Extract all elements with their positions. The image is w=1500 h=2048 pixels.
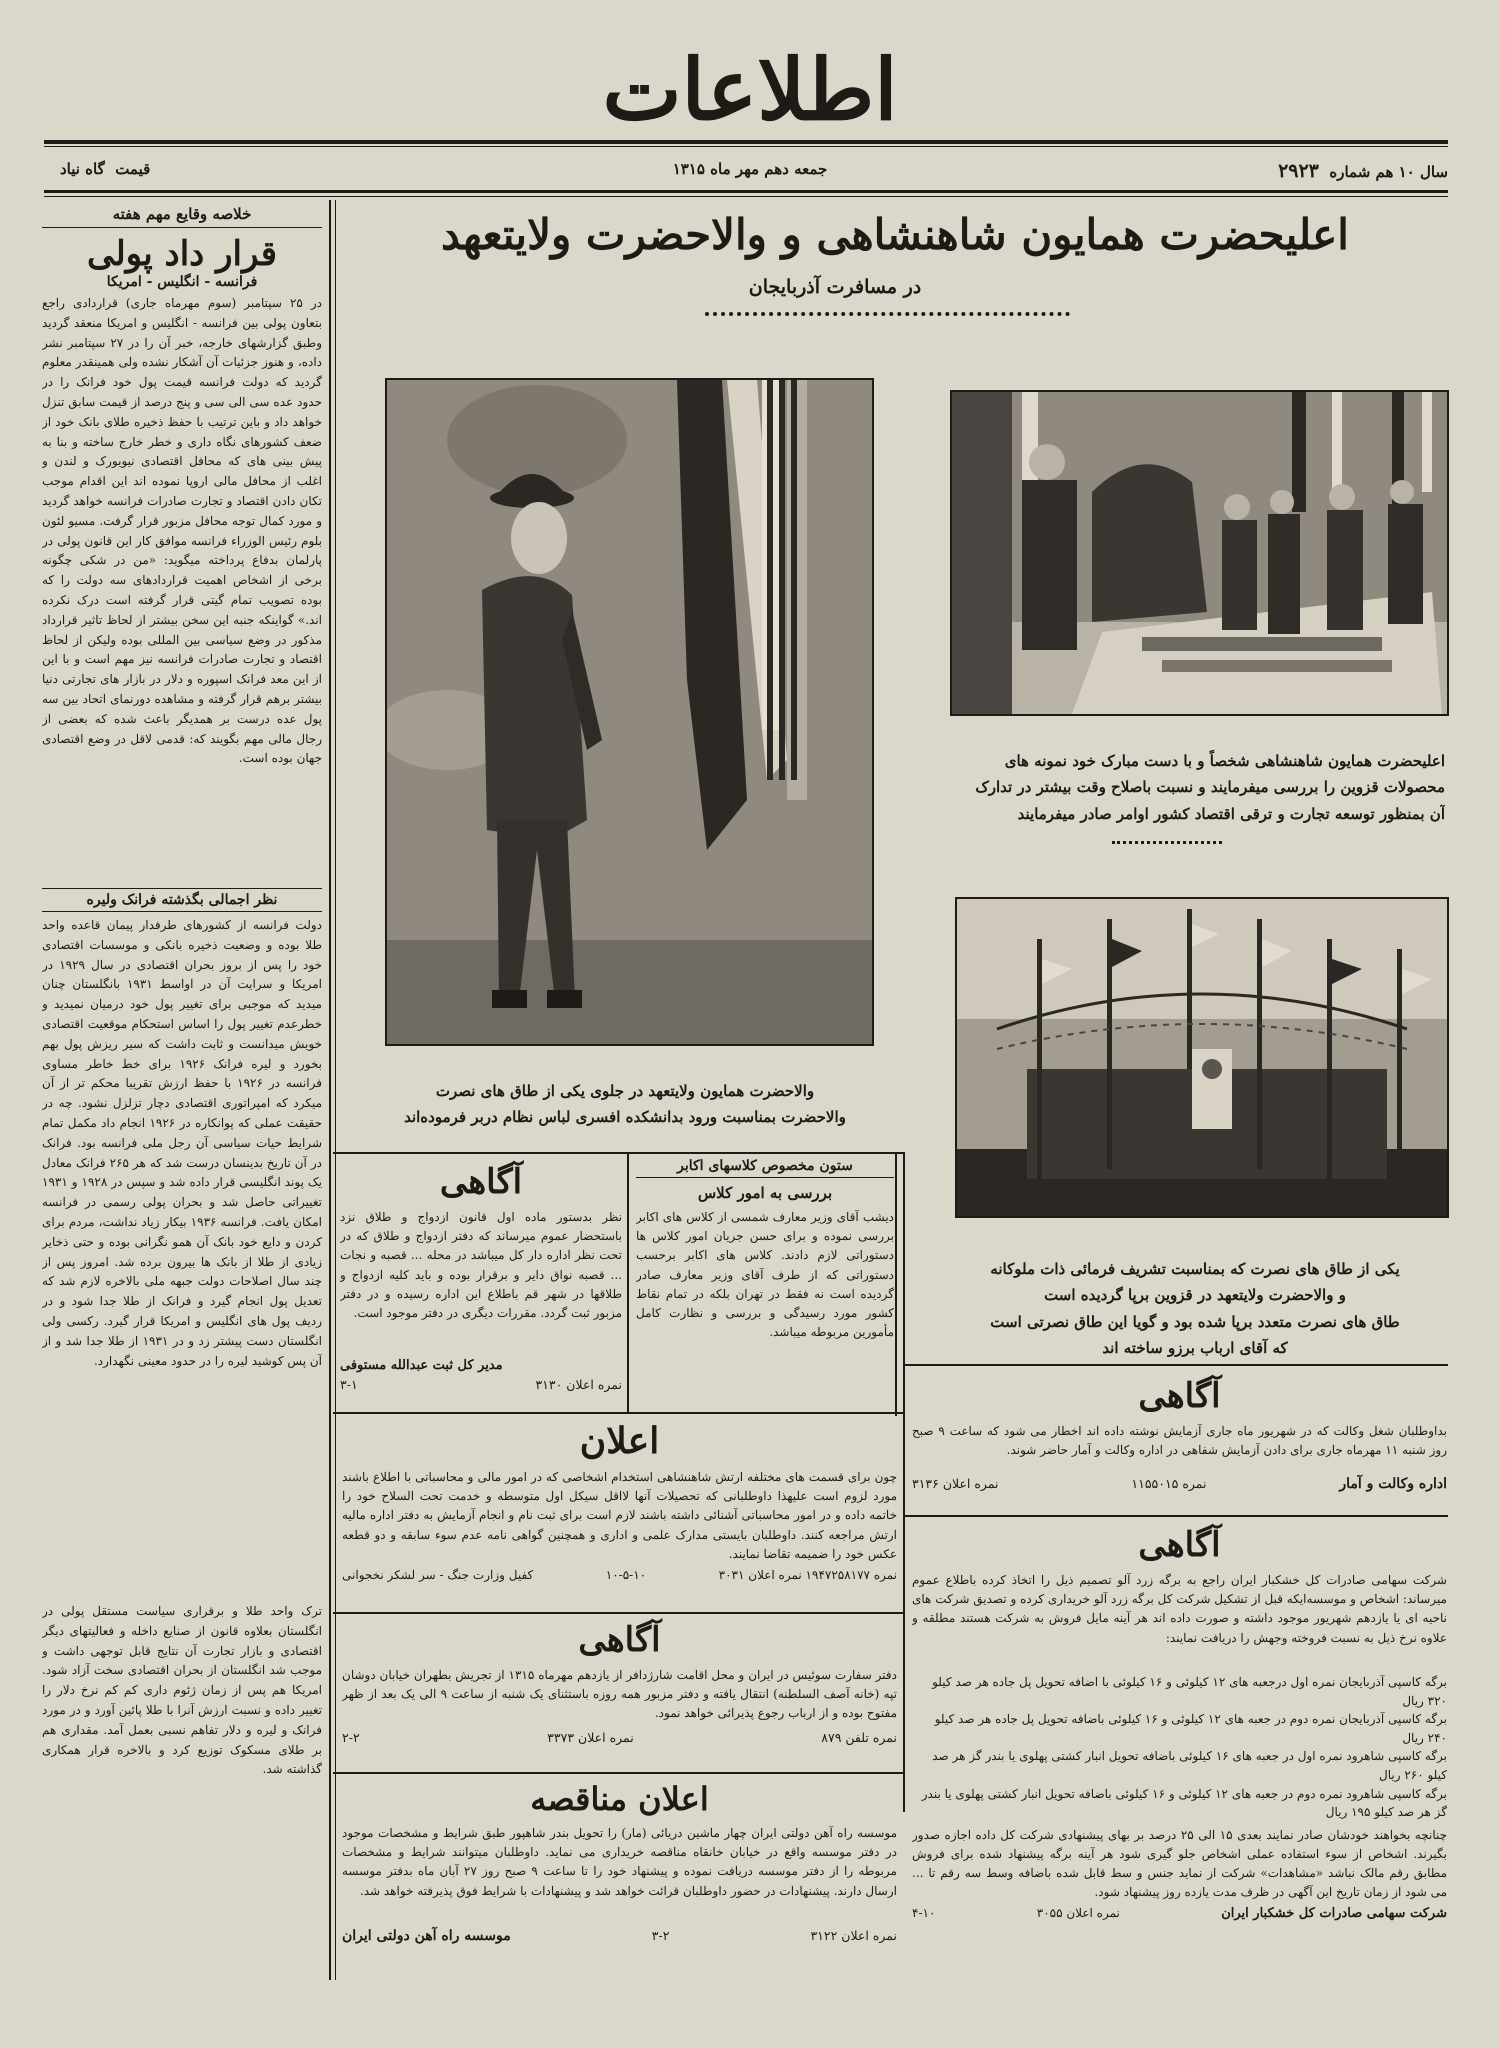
shah-inspection-photo — [950, 390, 1449, 716]
victory-arch-photo — [955, 897, 1449, 1218]
section-franc-pound: نظر اجمالی بگذشته فرانک ولیره — [42, 888, 322, 912]
crown-prince-photo — [385, 378, 874, 1046]
announcement-numbers: نمره ۱۹۴۷۲۵۸۱۷۷ نمره اعلان ۳۰۳۱ — [718, 1568, 897, 1582]
notice-signature: مدیر کل ثبت عبدالله مستوفی — [340, 1358, 503, 1373]
tender-body: موسسه راه آهن دولتی ایران چهار ماشین دریائی (مار) را تحویل بندر شاهپور طبق شرایط و مشخصات موجود در دفتر موسسه واقع در خیابان خانقاه مناقصه خریداری می نماید. داوطلبان میتوانند شرایط و مشخصات مربوطه را از دفتر موسسه دریافت نموده و پیشنهاد خود را تا ساعت ۹ صبح روز ۲۷ آبان ماه بدفتر موسسه ارسال دارند. پیشنهادات در حضور داوطلبان قرائت خواهد شد و پیشنهادات با شرایط فوق پذیرفته خواهد شد. — [342, 1826, 897, 1898]
notice-number: نمره ۱۱۵۵۰۱۵ — [1131, 1476, 1207, 1491]
notice-body: نظر بدستور ماده اول قانون ازدواج و طلاق نزد باستحضار عموم میرساند که دفتر ازدواج و طلاق که در تحت نظر اداره دار کل میباشد در محله ... قصبه و نجات ... قصبه نواق دایر و برقرار بوده و باید کلیه ازدواج و طلاقها در شهر قم باطلاع این اداره رسیده و در دفتر مزبور ثبت گردد. مقررات دیگری در دفتر موجود است. — [340, 1210, 622, 1320]
gold-policy-body: ترک واحد طلا و برقراری سیاست مستقل پولی در انگلستان بعلاوه قانون از صنایع داخله و فعالیتهای دیگر اقتصادی و بازار تجارت آن نتایج قابل توجهی داشت و موجب شد انگلستان از بحران اقتصادی سخت آزاد شود. امریکا هم پس از زمان ژئوم داری کم کم نرخ دلار را تغییر داده و نسبت ارزش آنرا با طلا پائین آورد و در مورد فرانک و لیره و دلار تفاهم نسبی بعمل آمد. مقداری هم بر طلای مسکوک توزیع کرد و بالاخره قرار همکاری گذاشته شد. — [42, 1604, 322, 1777]
masthead-title: اطلاعات — [602, 40, 898, 139]
tender-number: نمره اعلان ۳۱۲۲ — [810, 1928, 897, 1943]
notice-number: نمره اعلان ۳۱۳۰ — [535, 1377, 622, 1392]
announcement-army — [342, 1416, 897, 1608]
franc-pound-body: دولت فرانسه از کشورهای طرفدار پیمان قاعده واحد طلا بوده و وضعیت ذخیره بانکی و موسسات اقتصادی خود را پس از بروز بحران اقتصادی در سال ۱۹۲۹ در امریکا و سرایت آن در اواسط ۱۹۳۱ بانگلستان چنان میدید که موجبی برای تغییر پول خود درمیان نمیدید و خطرعدم تغییر پول را اساس استحکام موقعیت اقتصادی خویش میدانست و ثابت داشت که سیر ریزش پول بهم بخورد و لیره فرانک ۱۹۲۶ برای خط خاطر مساوی فرانسه در ۱۹۲۶ با حفظ ارزش تقریبا محکم تر از آن میکرد که امپراتوری اقتصادی دچار تزلزل نشود. چه در حقیقت عملی که پوانکاره در ۱۹۲۶ انجام داد مکمل تمام شرایط حیات سیاسی آن رجل ملی فرانسه بود. فرانک در آن تاریخ بدینسان درست شد که هر ۲۶۵ فرانک معادل یک پوند انگلیسی قرار داده شد و سپس در ۱۹۲۸ و ۱۹۳۱ تغییراتی حاصل شد و بحران پولی رسمی در فرانسه امکان یافت. فرانسه ۱۹۳۶ بیکار زیاد نداشت، مردم برای کردن و دایع خود بانک آن همو نگرانی بوده و حتی ذخایر زیادی از طلا از بانک ها بیرون برده شد. امروز پس از چند سال اصلاحات دولت جبهه ملی بالاخره لازم شد که تعدیل پول انجام گیرد و فرانک از طلا جدا شود و در ردیف پول های انگلیس و امریکا قرار گیرد. رکسی ولی انگلستان دست پیشتر زد و در ۱۹۳۱ از طلا جدا شد و از آن پس کوشید لیره را در حدود معینی نگهدارد. — [42, 918, 322, 1368]
notice-marriage-registry — [340, 1158, 622, 1408]
notice-attorney-exam — [912, 1372, 1447, 1512]
list-item: برگه کاسپی شاهرود نمره دوم در جعبه های ۱۲ کیلوئی و ۱۶ کیلوئی باضافه تحویل انبار کشتی پهلوی یا بندر گز هر صد کیلو ۱۹۵ ریال — [921, 1786, 1447, 1820]
announcement-signature: کفیل وزارت جنگ - سر لشکر نخجوانی — [342, 1568, 534, 1582]
notice-phone: نمره تلفن ۸۷۹ — [821, 1730, 897, 1745]
monetary-pact-title: قرار داد پولی — [86, 234, 277, 274]
price-label: قیمت گاه نیاد — [60, 160, 151, 178]
tender-code: ۳-۲ — [651, 1928, 670, 1943]
monetary-pact-subtitle: فرانسه - انگلیس - امریکا — [106, 274, 258, 290]
issue-date: جمعه دهم مهر ماه ۱۳۱۵ — [672, 160, 828, 178]
notice-dried-fruit — [912, 1521, 1447, 1976]
announcement-code: ۱۰-۵-۱۰ — [605, 1568, 647, 1582]
weekly-summary-column — [42, 205, 322, 1970]
adult-classes-box — [636, 1158, 894, 1408]
main-headline: اعلیحضرت همایون شاهنشاهی و والاحضرت ولایتعهد — [441, 210, 1349, 259]
price-list — [912, 1673, 1447, 1822]
notice-code: ۴-۱۰ — [912, 1905, 936, 1920]
column-divider-right — [903, 1152, 905, 1812]
announcement-body: چون برای قسمت های مختلفه ارتش شاهنشاهی استخدام اشخاصی که در امور مالی و محاسباتی با اطلاع باشند مورد لزوم است علیهذا داوطلبانی که تحصیلات آنها لااقل سیکل اول متوسطه و خدمت تحت السلاح خود را خاتمه داده و در امور محاسباتی آشنائی داشته باشند لازم است برای ثبت نام و انجام آزمایش به دفتر اداره مالیه ارتش مراجعه کنند. داوطلبان بایستی مدارک علمی و اداری و همچنین گواهی نامه عدم سوء سابقه و دو قطعه عکس خود را ضمیمه تقاضا نمایند. — [342, 1470, 897, 1561]
headline-subtitle: در مسافرت آذربایجان — [748, 276, 922, 298]
tender-railway — [342, 1776, 897, 1972]
arch-caption: یکی از طاق های نصرت که بمناسبت تشریف فرمائی ذات ملوکانه و والاحضرت ولایتعهد در قزوین برپا گردیده است طاق های نصرت متعدد برپا شده بود و گویا این طاق نصرتی است که آقای ارباب برزو ساخته اند — [990, 1260, 1400, 1357]
masthead-rule — [44, 140, 1448, 144]
notice-body-2: چنانچه بخواهند خودشان صادر نمایند بعدی ۱۵ الی ۲۵ درصد بر بهای پیشنهادی شرکت کل داده اجازه صدور بگیرند. اشخاص از سوء استفاده عملی اشخاص جلو گیری شود هر آینه برگه پیشنهاد شده برای فروش مطابق رقم مالک نباشد «مشاهدات» شرکت از نماید جنس و سط قابل شده باضافه وسط سه رقم تا ... می شود از زمان تاریخ این آگهی در ظرف مدت یازده روز پیشنهاد شود. — [912, 1827, 1447, 1900]
adult-classes-body: دیشب آقای وزیر معارف شمسی از کلاس های اکابر بررسی نموده و برای حسن جریان امور کلاس ها دستوراتی لازم دادند. کلاس های اکابر برحسب دستوراتی که از طرف آقای وزیر معارف صادر گردیده است نه فقط در تهران بلکه در تمام نقاط کشور مورد رسیدگی و بررسی و نظارت کامل مأمورین مربوطه میباشد. — [636, 1210, 894, 1340]
adult-classes-header: ستون مخصوص کلاسهای اکابر — [636, 1158, 894, 1178]
monetary-pact-body: در ۲۵ سپتامبر (سوم مهرماه جاری) قراردادی راجع بتعاون پولی بین فرانسه - انگلیس و امریکا منعقد گردید وطبق گزارشهای خارجه، خبر آن را در ۲۷ سپتامبر نشر داده، و هنوز جزئیات آن آشکار نشده ولی همینقدر معلوم گردید که دولت فرانسه قیمت پول خود فرانک را در حدود عده سی الی سی و پنج درصد از قیمت سابق تنزل خواهد داد و باین ترتیب با حفظ ذخیره طلای بانک خود از ضعف کشورهای نگاه داری و خطر خارج ساخته و بنا به پیش بینی های که محافل اقتصادی نیویورک و لندن و اغلب از محافل مالی اروپا نموده اند این اقدام موجب تکان دادن اقتصاد و تجارت صادرات فرانسه خواهد گردید و مورد کمال توجه محافل مزبور قرار گرفت. مسیو لئون بلوم رئیس الوزراء فرانسه موافق کار این قانون پولی در پارلمان بدفاع پرداخته میگوید: «من در شکی چگونه برخی از اشخاص اهمیت قراردادهای سه دولت را که بوده تصویب تمام گیتی قرار گرفته است درک نکرده اند.» گواینکه جنبه این سخن بیشتر از لحاظ تاثیر قرارداد مذکور در وضع سیاسی بین المللی بوده ولیکن از لحاظ اقتصاد و تجارت صادرات فرانسه نیز مهم است و با این از این معد فرانک اسپوره و دلار در بازار های تجارتی دنیا بیشتر برهم قرار گرفته و مشاهده دورنمای اتحاد بین سه پول عده درست بر همدیگر باعث شده که بعضی از رجال مالی مهم بگویند که: قدمی لاقل در وضع اقتصادی جهان بوده است. — [42, 296, 322, 766]
notice-number-2: نمره اعلان ۳۱۳۶ — [912, 1476, 999, 1491]
notice-code: ۳-۱ — [340, 1377, 358, 1392]
notice-title: آگاهی — [1138, 1525, 1221, 1565]
notice-title: آگاهی — [1138, 1376, 1221, 1416]
notice-signature: شرکت سهامی صادرات کل خشکبار ایران — [1221, 1905, 1447, 1921]
volume-label: سال ۱۰ هم شماره ۲۹۲۳ — [1278, 160, 1448, 182]
tender-signature: موسسه راه آهن دولتی ایران — [342, 1928, 511, 1944]
headline-ornament — [705, 308, 1070, 316]
notice-title: آگاهی — [578, 1620, 661, 1660]
notice-body: شرکت سهامی صادرات کل خشکبار ایران راجع به برگه زرد آلو تصمیم ذیل را اتخاذ کرده باطلاع عموم میرساند: اشخاص و موسسه‌ایکه قبل از تشکیل شرکت کل برگه زرد آلو خریداری کرده و تصدیق شرکت های ناحیه ای یا یازدهم شهریور موجود داشته و صورت داده اند هر آینه مایل فروش به شرکت هستند مطلقه و علاوه نرخ ذیل به نسبت فروخته وجهش را دریافت نمایند: — [912, 1573, 1447, 1645]
notice-code: ۲-۲ — [342, 1730, 360, 1745]
notice-number: نمره اعلان ۳۰۵۵ — [1036, 1905, 1120, 1920]
announcement-title: اعلان — [579, 1420, 660, 1462]
tender-title: اعلان مناقصه — [530, 1780, 709, 1818]
notice-swiss-embassy — [342, 1616, 897, 1768]
adult-classes-title: بررسی به امور کلاس — [697, 1184, 833, 1202]
crown-prince-caption: والاحضرت همایون ولایتعهد در جلوی یکی از طاق های نصرت والاحضرت بمناسبت ورود بدانشکده افسری لباس نظام دربر فرموده‌اند — [404, 1082, 846, 1127]
notice-number: نمره اعلان ۳۳۷۳ — [547, 1730, 634, 1745]
notice-title: آگاهی — [439, 1162, 523, 1202]
list-item: برگه کاسپی آذربایجان نمره دوم در جعبه های ۱۲ کیلوئی و ۱۶ کیلوئی باضافه تحویل پل جاده هر صد کیلو ۲۴۰ ریال — [934, 1712, 1447, 1745]
list-item: برگه کاسپی شاهرود نمره اول در جعبه های ۱۶ کیلوئی باضافه تحویل انبار کشتی پهلوی یا بندر گز هر صد کیلو ۲۶۰ ریال — [932, 1749, 1447, 1782]
notice-body: دفتر سفارت سوئیس در ایران و محل اقامت شارژدافر از یازدهم مهرماه ۱۳۱۵ از تجریش بطهران خیابان دوشان تپه (خانه آصف السلطنه) انتقال یافته و دفتر مزبور همه روزه باستثنای یک شنبه از ساعت ۹ الی یک بعد از ظهر مفتوح بوده و از ارباب رجوع پذیرائی خواهد نمود. — [342, 1668, 897, 1721]
list-item: برگه کاسپی آذربایجان نمره اول درجعبه های ۱۲ کیلوئی و ۱۶ کیلوئی با اضافه تحویل پل جاده هر صد کیلو ۳۲۰ ریال — [932, 1675, 1447, 1708]
notice-signature: اداره وکالت و آمار — [1339, 1476, 1447, 1492]
shah-caption: اعلیحضرت همایون شاهنشاهی شخصاً و با دست مبارک خود نمونه های محصولات قزوین را بررسی میفرمایند و نسبت باصلاح وقت بیشتر در تدارک آن بمنظور توسعه تجارت و ترقی اقتصاد کشور اوامر صادر میفرمایند — [975, 752, 1445, 823]
column-divider-left — [329, 200, 331, 1980]
section-weekly-summary: خلاصه وقایع مهم هفته — [42, 205, 322, 228]
notice-body: بداوطلبان شغل وکالت که در شهریور ماه جاری آزمایش نوشته داده اند اخطار می شود که ساعت ۹ صبح روز شنبه ۱۱ مهرماه جاری برای دادن آزمایش شفاهی در اداره وکالت و آمار حاضر شوند. — [912, 1424, 1447, 1458]
